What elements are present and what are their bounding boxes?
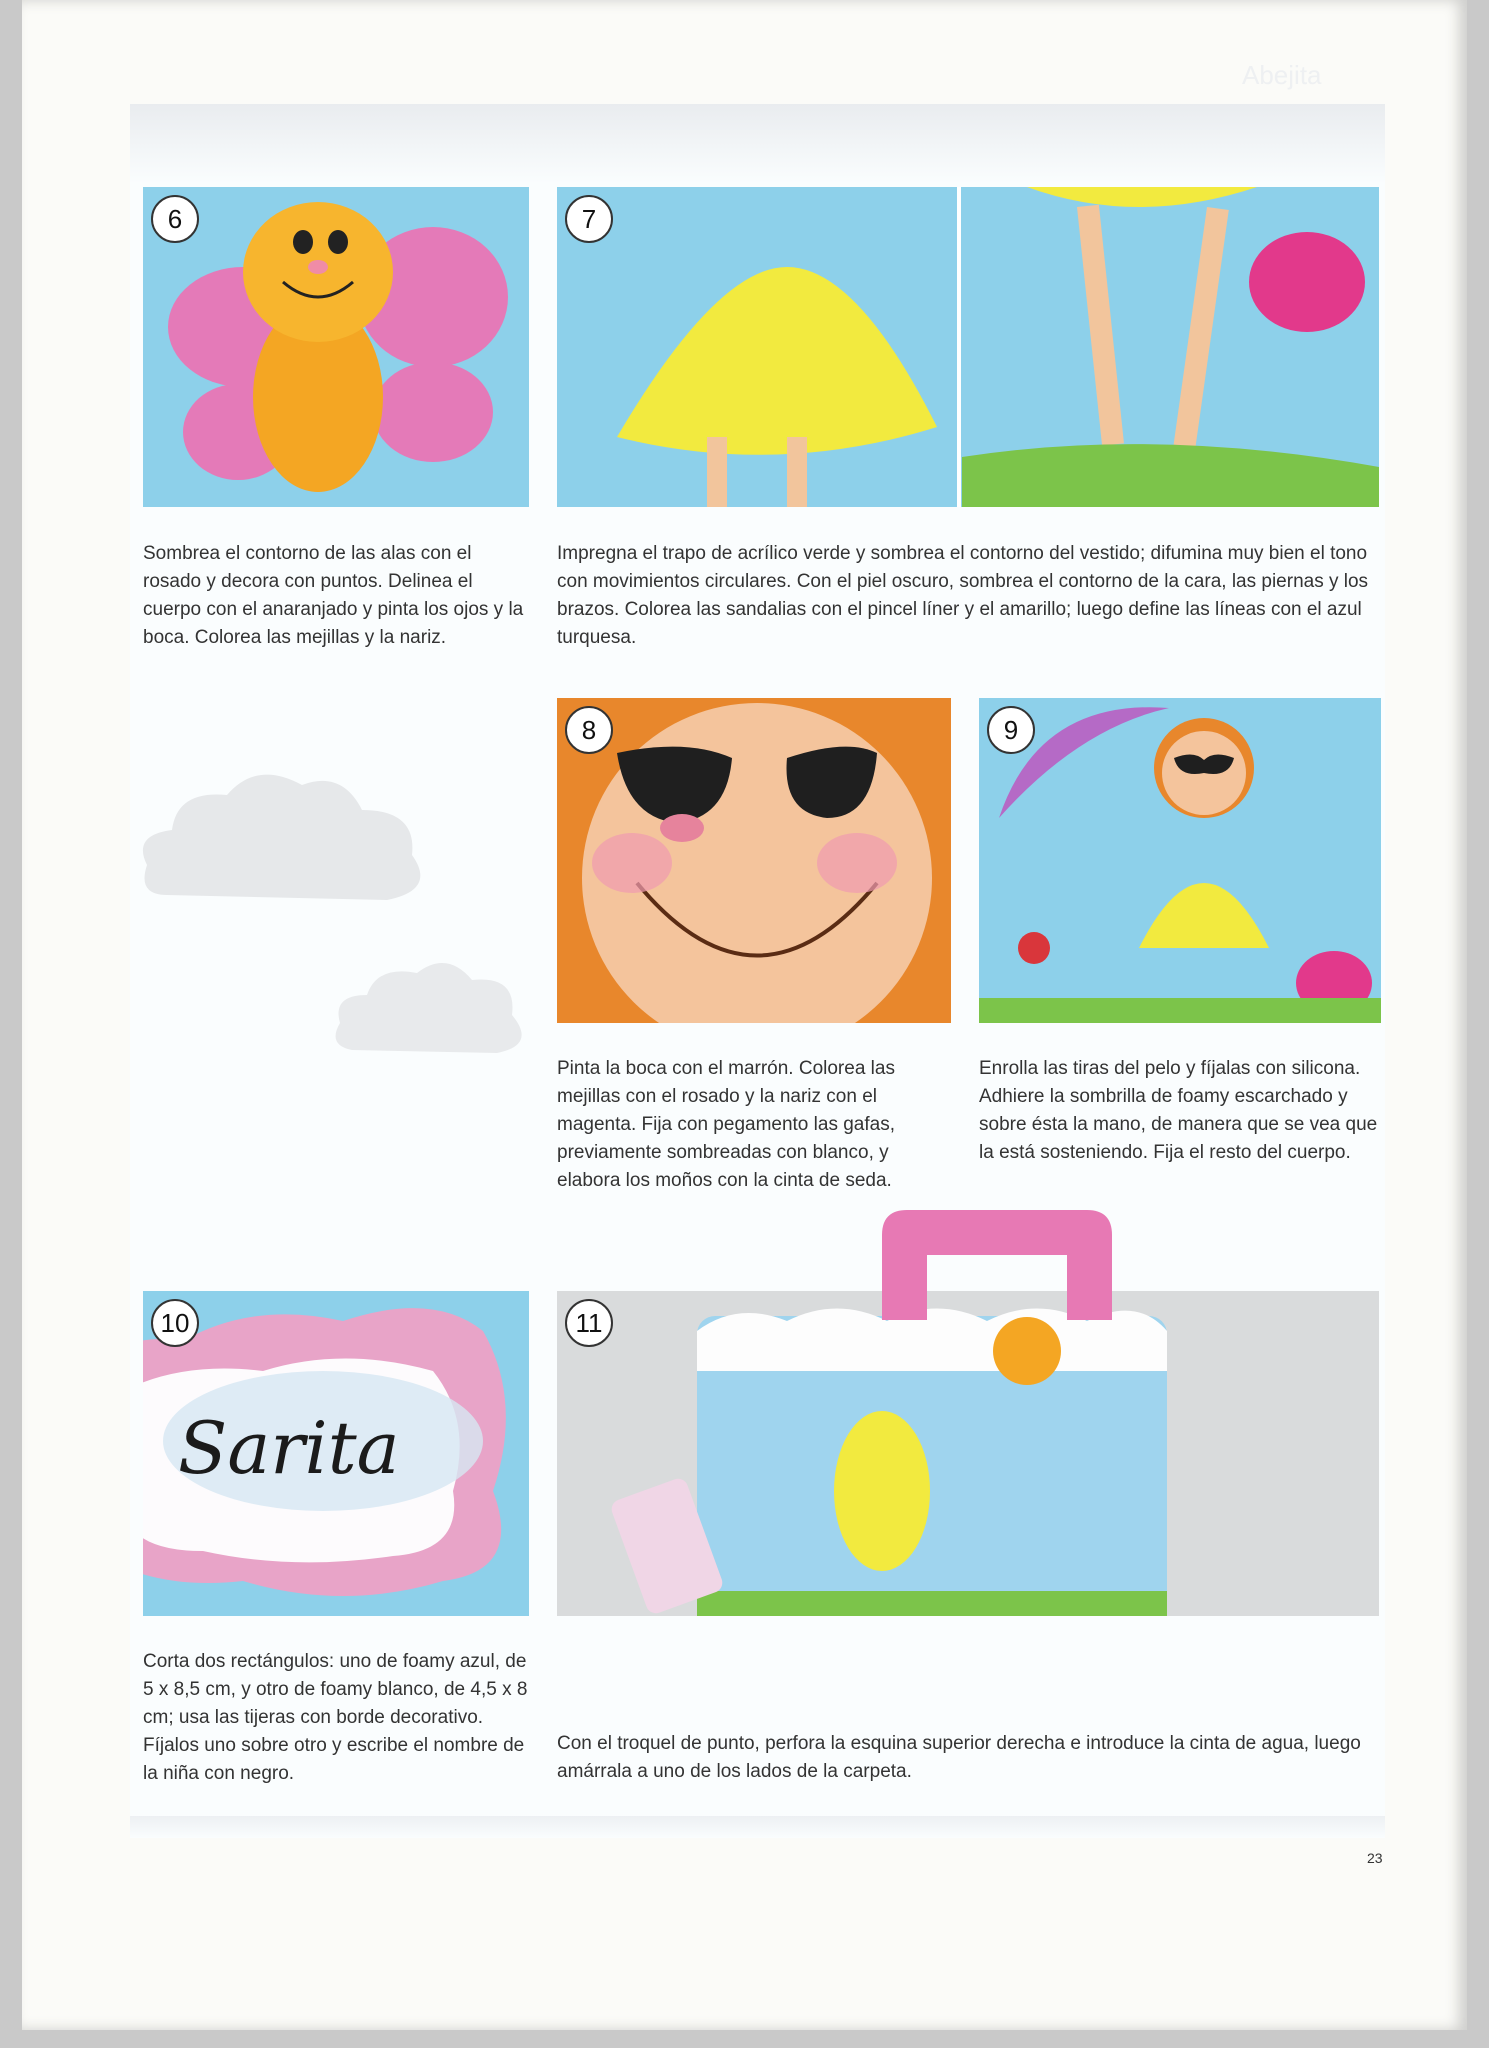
- dress-legs-illustration: [557, 187, 1379, 507]
- step-number: 11: [565, 1299, 613, 1347]
- step-8-caption: Pinta la boca con el marrón. Colorea las mejillas con el rosado y la nariz con el magenta. Fija con pegamento las gafas, previamente sombreadas con blanco, y elabora los moños con la cinta de seda.: [557, 1058, 895, 1191]
- step-8-photo: [557, 698, 951, 1023]
- step-number: 9: [987, 706, 1035, 754]
- step-10-photo: [143, 1291, 529, 1616]
- cloud-decoration: [322, 945, 542, 1075]
- step-9-photo: [979, 698, 1381, 1023]
- girl-umbrella-illustration: [979, 698, 1381, 1023]
- step-number: 8: [565, 706, 613, 754]
- step-number: 6: [151, 195, 199, 243]
- cloud-decoration: [127, 755, 447, 935]
- name-tag-text: Sarita: [178, 1406, 400, 1490]
- step-10-caption: Corta dos rectángulos: uno de foamy azul, de 5 x 8,5 cm, y otro de foamy blanco, de 4,5 x 8 cm; usa las tijeras con borde decorativo. Fíjalos uno sobre otro y escribe el nombre de la niña con negro.: [143, 1651, 528, 1784]
- face-closeup-illustration: [557, 698, 951, 1023]
- magazine-page: [22, 0, 1467, 2030]
- step-9-caption: Enrolla las tiras del pelo y fíjalas con silicona. Adhiere la sombrilla de foamy escarchado y sobre ésta la mano, de manera que se vea que la está sosteniendo. Fija el resto del cuerpo.: [979, 1058, 1378, 1163]
- page-number: 23: [1367, 1850, 1383, 1866]
- step-6-photo: [143, 187, 529, 507]
- bee-illustration: [143, 187, 529, 507]
- folder-illustration: [557, 1291, 1379, 1616]
- step-7-photo: [557, 187, 1379, 507]
- section-header: Abejita: [1242, 60, 1322, 90]
- folder-handle: [862, 1210, 1132, 1320]
- step-7-caption: Impregna el trapo de acrílico verde y sombrea el contorno del vestido; difumina muy bien el tono con movimientos circulares. Con el piel oscuro, sombrea el contorno de la cara, las piernas y los brazos. Colorea las sandalias con el pincel líner y el amarillo; luego define las líneas con el azul turquesa.: [557, 543, 1369, 648]
- step-11-photo: [557, 1291, 1379, 1616]
- step-11-caption: Con el troquel de punto, perfora la esquina superior derecha e introduce la cinta de agua, luego amárrala a uno de los lados de la carpeta.: [557, 1733, 1361, 1782]
- step-number: 7: [565, 195, 613, 243]
- step-number: 10: [151, 1299, 199, 1347]
- step-6-caption: Sombrea el contorno de las alas con el rosado y decora con puntos. Delinea el cuerpo con el anaranjado y pinta los ojos y la boca. Colorea las mejillas y la nariz.: [143, 543, 524, 648]
